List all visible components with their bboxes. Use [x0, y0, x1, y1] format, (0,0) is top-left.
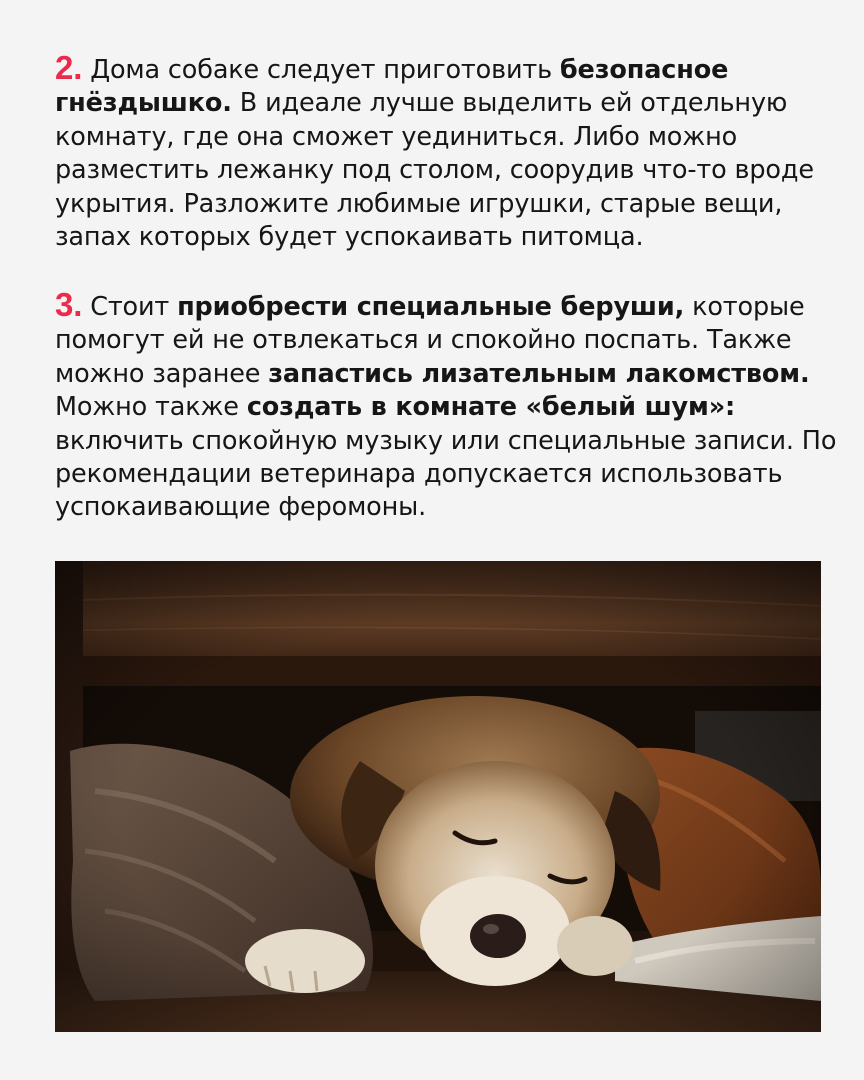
paragraph-3-text-2: которые помогут ей не отвлекаться и спокойно поспать. Также можно заранее — [55, 292, 805, 389]
paragraph-3-bold-1: приобрести специальные беруши, — [177, 292, 685, 322]
paragraph-3-text-1: Стоит — [82, 292, 178, 322]
paragraph-3-bold-2: запастись лизательным лакомством. — [268, 358, 810, 389]
paragraph-3-text-3: Можно также — [55, 392, 247, 423]
paragraph-3 — [55, 287, 845, 525]
paragraph-3-bold-3: создать в комнате «белый шум»: — [246, 392, 736, 423]
paragraph-2 — [55, 50, 845, 254]
dog-under-table-illustration — [55, 561, 821, 1032]
list-number-3: 3. — [55, 286, 83, 323]
paragraph-3-text-4: включить спокойную музыку или специальные записи. По рекомендации ветеринара допускается использовать успокаивающие феромоны. — [55, 425, 837, 523]
paragraph-2-text-1: Дома собаке следует приготовить — [82, 55, 560, 85]
paragraph-2-bold-1: безопасное гнёздышко. — [55, 55, 729, 119]
list-number-2: 2. — [55, 49, 83, 86]
paragraph-2-text-2: В идеале лучше выделить ей отдельную комнату, где она сможет уединиться. Либо можно разместить лежанку под столом, соорудив что-то вроде укрытия. Разложите любимые игрушки, старые вещи, запах которых будет успокаивать питомца. — [55, 88, 814, 253]
sleeping-dog-photo — [55, 561, 821, 1032]
